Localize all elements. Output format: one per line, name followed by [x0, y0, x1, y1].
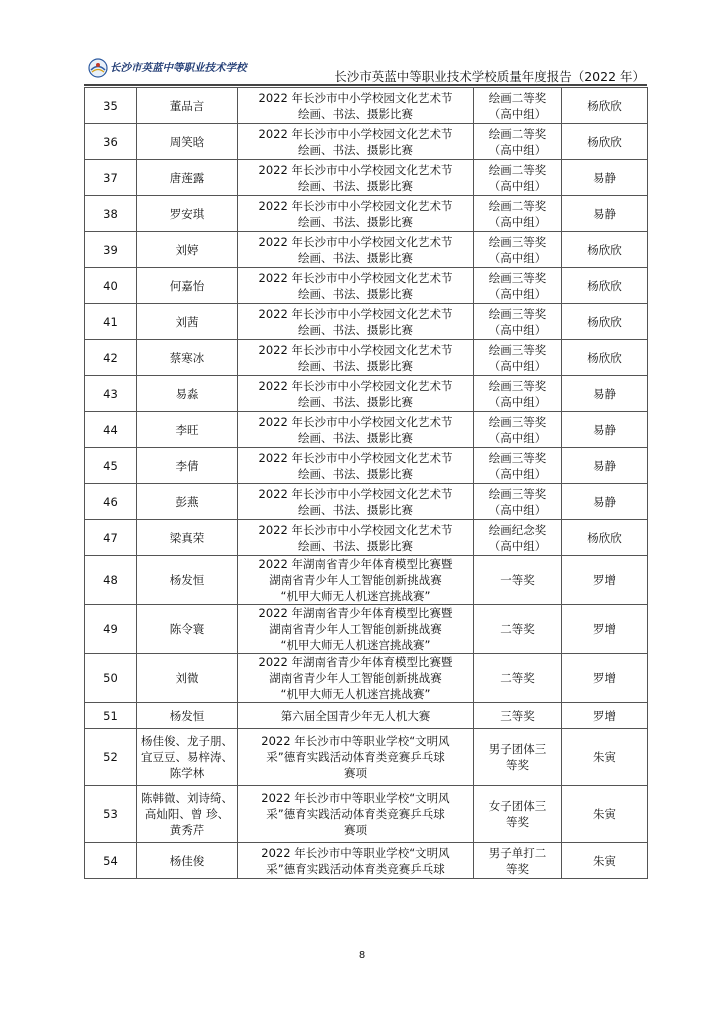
cell-teacher: 罗增	[562, 605, 648, 654]
cell-award-line: 绘画三等奖	[488, 414, 547, 429]
cell-competition-line: 2022 年长沙市中小学校园文化艺术节	[258, 342, 453, 357]
cell-student-name	[137, 304, 238, 340]
cell-student-name-line: 李旺	[175, 422, 199, 437]
cell-competition-line: 绘画、书法、摄影比赛	[298, 322, 413, 337]
school-emblem-icon	[88, 58, 108, 78]
cell-competition	[238, 654, 474, 703]
cell-competition	[238, 376, 474, 412]
cell-competition-line: 2022 年长沙市中等职业学校“文明风	[261, 791, 450, 805]
cell-award	[474, 786, 562, 843]
cell-award	[474, 556, 562, 605]
cell-student-name-line: 唐莲露	[169, 170, 205, 185]
cell-student-name	[137, 729, 238, 786]
cell-competition	[238, 232, 474, 268]
table-row	[85, 124, 648, 160]
cell-student-name-line: 杨发恒	[169, 708, 205, 723]
cell-student-name-line: 高灿阳、曾 珍、	[144, 807, 230, 821]
table-row	[85, 304, 648, 340]
cell-award	[474, 88, 562, 124]
cell-number: 40	[85, 268, 137, 304]
cell-student-name	[137, 556, 238, 605]
cell-competition-line: 绘画、书法、摄影比赛	[298, 394, 413, 409]
cell-student-name-line: 刘微	[175, 671, 199, 685]
cell-award-line: 绘画二等奖	[488, 198, 547, 213]
table-row	[85, 729, 648, 786]
cell-competition	[238, 520, 474, 556]
logo-text: 长沙市英蓝中等职业技术学校	[110, 62, 247, 74]
cell-competition	[238, 703, 474, 729]
table-row	[85, 556, 648, 605]
cell-award	[474, 232, 562, 268]
cell-award	[474, 729, 562, 786]
cell-competition-line: 采”德育实践活动体育类竞赛乒乓球	[266, 861, 445, 876]
table-row	[85, 232, 648, 268]
cell-competition-line: 湖南省青少年人工智能创新挑战赛	[269, 573, 442, 587]
cell-award	[474, 340, 562, 376]
cell-number: 50	[85, 654, 137, 703]
cell-student-name	[137, 268, 238, 304]
cell-competition-line: 绘画、书法、摄影比赛	[298, 106, 413, 121]
cell-award-line: 绘画二等奖	[488, 162, 547, 177]
cell-award-line: （高中组）	[488, 430, 547, 445]
cell-award-line: 绘画三等奖	[488, 234, 547, 249]
cell-competition	[238, 729, 474, 786]
cell-competition-line: 2022 年长沙市中等职业学校“文明风	[261, 734, 450, 748]
cell-number: 52	[85, 729, 137, 786]
table-row	[85, 268, 648, 304]
table-row	[85, 843, 648, 879]
cell-award	[474, 412, 562, 448]
cell-award-line: 二等奖	[500, 622, 535, 636]
cell-number: 38	[85, 196, 137, 232]
cell-award	[474, 484, 562, 520]
cell-competition-line: 2022 年湖南省青少年体育模型比赛暨	[258, 557, 453, 571]
cell-award-line: 等奖	[506, 758, 529, 772]
cell-number: 48	[85, 556, 137, 605]
cell-student-name-line: 刘茜	[175, 314, 199, 329]
cell-student-name-line: 何嘉怡	[169, 278, 205, 293]
cell-number: 45	[85, 448, 137, 484]
table-row	[85, 520, 648, 556]
cell-teacher: 易静	[562, 448, 648, 484]
cell-competition	[238, 304, 474, 340]
table-row	[85, 605, 648, 654]
cell-award-line: （高中组）	[488, 358, 547, 373]
cell-student-name	[137, 520, 238, 556]
cell-student-name	[137, 232, 238, 268]
cell-competition-line: 2022 年长沙市中小学校园文化艺术节	[258, 486, 453, 501]
cell-student-name-line: 陈韩微、刘诗绮、	[141, 791, 233, 805]
cell-competition-line: 绘画、书法、摄影比赛	[298, 286, 413, 301]
cell-competition-line: 湖南省青少年人工智能创新挑战赛	[269, 622, 442, 636]
cell-competition-line: 2022 年长沙市中小学校园文化艺术节	[258, 270, 453, 285]
cell-competition	[238, 160, 474, 196]
cell-award	[474, 124, 562, 160]
cell-competition	[238, 124, 474, 160]
cell-award	[474, 268, 562, 304]
cell-student-name-line: 梁真荣	[169, 530, 205, 545]
cell-student-name-line: 杨发恒	[169, 573, 205, 587]
table-row	[85, 484, 648, 520]
cell-competition-line: 2022 年长沙市中小学校园文化艺术节	[258, 306, 453, 321]
cell-competition	[238, 605, 474, 654]
cell-competition	[238, 196, 474, 232]
cell-student-name-line: 易淼	[175, 386, 199, 401]
cell-student-name	[137, 88, 238, 124]
cell-student-name	[137, 605, 238, 654]
school-logo	[88, 58, 258, 80]
cell-award-line: （高中组）	[488, 322, 547, 337]
cell-award-line: 三等奖	[500, 708, 535, 723]
cell-student-name	[137, 843, 238, 879]
cell-teacher: 易静	[562, 196, 648, 232]
cell-teacher: 杨欣欣	[562, 124, 648, 160]
cell-number: 43	[85, 376, 137, 412]
cell-award-line: 一等奖	[500, 573, 535, 587]
cell-award	[474, 605, 562, 654]
page-header	[84, 56, 647, 86]
cell-competition-line: 绘画、书法、摄影比赛	[298, 214, 413, 229]
report-title: 长沙市英蓝中等职业技术学校质量年度报告（2022 年）	[334, 69, 645, 84]
cell-teacher: 杨欣欣	[562, 340, 648, 376]
cell-teacher: 朱寅	[562, 786, 648, 843]
cell-competition-line: “机甲大师无人机迷宫挑战赛”	[280, 638, 431, 652]
cell-competition	[238, 88, 474, 124]
cell-competition-line: 2022 年长沙市中小学校园文化艺术节	[258, 90, 453, 105]
cell-student-name	[137, 124, 238, 160]
cell-number: 51	[85, 703, 137, 729]
cell-teacher: 杨欣欣	[562, 88, 648, 124]
cell-award-line: 绘画三等奖	[488, 270, 547, 285]
cell-student-name-line: 董品言	[169, 98, 205, 113]
cell-teacher: 杨欣欣	[562, 520, 648, 556]
cell-competition-line: 2022 年湖南省青少年体育模型比赛暨	[258, 655, 453, 669]
cell-award-line: 绘画三等奖	[488, 450, 547, 465]
cell-number: 41	[85, 304, 137, 340]
cell-competition-line: 2022 年长沙市中等职业学校“文明风	[261, 845, 450, 860]
cell-competition-line: 赛项	[344, 823, 367, 837]
cell-award	[474, 448, 562, 484]
cell-award-line: （高中组）	[488, 214, 547, 229]
cell-student-name-line: 黄秀芹	[169, 823, 205, 837]
awards-table-body	[85, 88, 648, 879]
cell-award-line: 绘画二等奖	[488, 126, 547, 141]
cell-competition	[238, 412, 474, 448]
cell-competition-line: 采”德育实践活动体育类竞赛乒乓球	[266, 807, 445, 821]
cell-student-name-line: 杨佳俊	[169, 853, 205, 868]
cell-award	[474, 843, 562, 879]
cell-award-line: 女子团体三	[488, 799, 547, 813]
cell-number: 42	[85, 340, 137, 376]
cell-award-line: 等奖	[506, 861, 529, 876]
cell-student-name-line: 陈学林	[169, 766, 205, 780]
cell-teacher: 易静	[562, 376, 648, 412]
cell-competition-line: 2022 年长沙市中小学校园文化艺术节	[258, 378, 453, 393]
cell-competition-line: 第六届全国青少年无人机大赛	[280, 708, 431, 723]
cell-teacher: 杨欣欣	[562, 304, 648, 340]
cell-competition-line: “机甲大师无人机迷宫挑战赛”	[280, 687, 431, 701]
cell-number: 36	[85, 124, 137, 160]
cell-competition-line: 2022 年长沙市中小学校园文化艺术节	[258, 126, 453, 141]
cell-competition-line: 2022 年长沙市中小学校园文化艺术节	[258, 162, 453, 177]
cell-award	[474, 520, 562, 556]
cell-teacher: 杨欣欣	[562, 268, 648, 304]
cell-student-name	[137, 160, 238, 196]
cell-award	[474, 304, 562, 340]
table-row	[85, 703, 648, 729]
cell-number: 44	[85, 412, 137, 448]
cell-competition-line: 2022 年长沙市中小学校园文化艺术节	[258, 234, 453, 249]
cell-student-name	[137, 703, 238, 729]
cell-competition	[238, 556, 474, 605]
cell-competition	[238, 843, 474, 879]
cell-award-line: （高中组）	[488, 106, 547, 121]
cell-number: 37	[85, 160, 137, 196]
cell-competition	[238, 484, 474, 520]
cell-student-name	[137, 376, 238, 412]
cell-award-line: （高中组）	[488, 142, 547, 157]
cell-teacher: 易静	[562, 412, 648, 448]
cell-student-name	[137, 786, 238, 843]
cell-competition-line: 2022 年长沙市中小学校园文化艺术节	[258, 522, 453, 537]
cell-award-line: 等奖	[506, 815, 529, 829]
cell-number: 46	[85, 484, 137, 520]
cell-competition-line: 绘画、书法、摄影比赛	[298, 466, 413, 481]
cell-competition-line: 绘画、书法、摄影比赛	[298, 178, 413, 193]
cell-teacher: 易静	[562, 484, 648, 520]
cell-student-name-line: 彭燕	[175, 494, 199, 509]
cell-student-name-line: 李倩	[175, 458, 199, 473]
cell-award-line: 绘画二等奖	[488, 90, 547, 105]
cell-competition	[238, 786, 474, 843]
cell-award-line: （高中组）	[488, 286, 547, 301]
cell-competition-line: 绘画、书法、摄影比赛	[298, 142, 413, 157]
cell-teacher: 罗增	[562, 556, 648, 605]
table-row	[85, 448, 648, 484]
cell-number: 35	[85, 88, 137, 124]
cell-award	[474, 654, 562, 703]
cell-teacher: 罗增	[562, 703, 648, 729]
table-row	[85, 196, 648, 232]
cell-award	[474, 196, 562, 232]
cell-competition	[238, 448, 474, 484]
cell-number: 53	[85, 786, 137, 843]
cell-student-name	[137, 448, 238, 484]
header-divider	[84, 84, 647, 86]
cell-teacher: 朱寅	[562, 843, 648, 879]
cell-award-line: 绘画三等奖	[488, 342, 547, 357]
cell-competition-line: 绘画、书法、摄影比赛	[298, 430, 413, 445]
cell-student-name	[137, 340, 238, 376]
cell-teacher: 杨欣欣	[562, 232, 648, 268]
cell-student-name	[137, 654, 238, 703]
table-row	[85, 88, 648, 124]
table-row	[85, 412, 648, 448]
cell-award-line: 绘画三等奖	[488, 486, 547, 501]
cell-number: 54	[85, 843, 137, 879]
awards-table	[84, 87, 648, 879]
cell-award-line: （高中组）	[488, 394, 547, 409]
cell-competition-line: 绘画、书法、摄影比赛	[298, 250, 413, 265]
cell-award	[474, 160, 562, 196]
cell-student-name	[137, 196, 238, 232]
cell-competition	[238, 340, 474, 376]
cell-student-name	[137, 484, 238, 520]
cell-award-line: 绘画纪念奖	[488, 522, 547, 537]
cell-teacher: 朱寅	[562, 729, 648, 786]
cell-student-name	[137, 412, 238, 448]
table-row	[85, 376, 648, 412]
cell-award-line: 男子单打二	[488, 845, 547, 860]
cell-competition-line: 2022 年长沙市中小学校园文化艺术节	[258, 198, 453, 213]
cell-award	[474, 376, 562, 412]
cell-award-line: （高中组）	[488, 250, 547, 265]
cell-student-name-line: 周笑晗	[169, 134, 205, 149]
cell-award-line: （高中组）	[488, 538, 547, 553]
cell-student-name-line: 杨佳俊、龙子朋、	[141, 734, 233, 748]
cell-competition-line: 绘画、书法、摄影比赛	[298, 502, 413, 517]
cell-award-line: 绘画三等奖	[488, 306, 547, 321]
cell-student-name-line: 刘婷	[175, 242, 199, 257]
cell-number: 39	[85, 232, 137, 268]
cell-competition-line: 绘画、书法、摄影比赛	[298, 538, 413, 553]
cell-teacher: 易静	[562, 160, 648, 196]
cell-award-line: （高中组）	[488, 502, 547, 517]
cell-number: 47	[85, 520, 137, 556]
cell-competition-line: 2022 年长沙市中小学校园文化艺术节	[258, 414, 453, 429]
page-number: 8	[358, 950, 366, 961]
cell-competition-line: 湖南省青少年人工智能创新挑战赛	[269, 671, 442, 685]
cell-competition-line: 绘画、书法、摄影比赛	[298, 358, 413, 373]
cell-competition-line: 赛项	[344, 766, 367, 780]
cell-competition-line: 2022 年长沙市中小学校园文化艺术节	[258, 450, 453, 465]
cell-award-line: （高中组）	[488, 178, 547, 193]
table-row	[85, 340, 648, 376]
cell-competition-line: “机甲大师无人机迷宫挑战赛”	[280, 589, 431, 603]
cell-student-name-line: 宜豆豆、易梓涛、	[141, 750, 233, 764]
cell-teacher: 罗增	[562, 654, 648, 703]
cell-competition	[238, 268, 474, 304]
table-row	[85, 654, 648, 703]
table-row	[85, 160, 648, 196]
cell-student-name-line: 陈令寰	[169, 622, 205, 636]
cell-competition-line: 2022 年湖南省青少年体育模型比赛暨	[258, 606, 453, 620]
cell-award-line: 绘画三等奖	[488, 378, 547, 393]
cell-award-line: 男子团体三	[488, 742, 547, 756]
cell-award-line: 二等奖	[500, 671, 535, 685]
cell-award-line: （高中组）	[488, 466, 547, 481]
cell-competition-line: 采”德育实践活动体育类竞赛乒乓球	[266, 750, 445, 764]
cell-number: 49	[85, 605, 137, 654]
cell-student-name-line: 蔡寒冰	[169, 350, 205, 365]
table-row	[85, 786, 648, 843]
cell-award	[474, 703, 562, 729]
cell-student-name-line: 罗安琪	[169, 206, 205, 221]
